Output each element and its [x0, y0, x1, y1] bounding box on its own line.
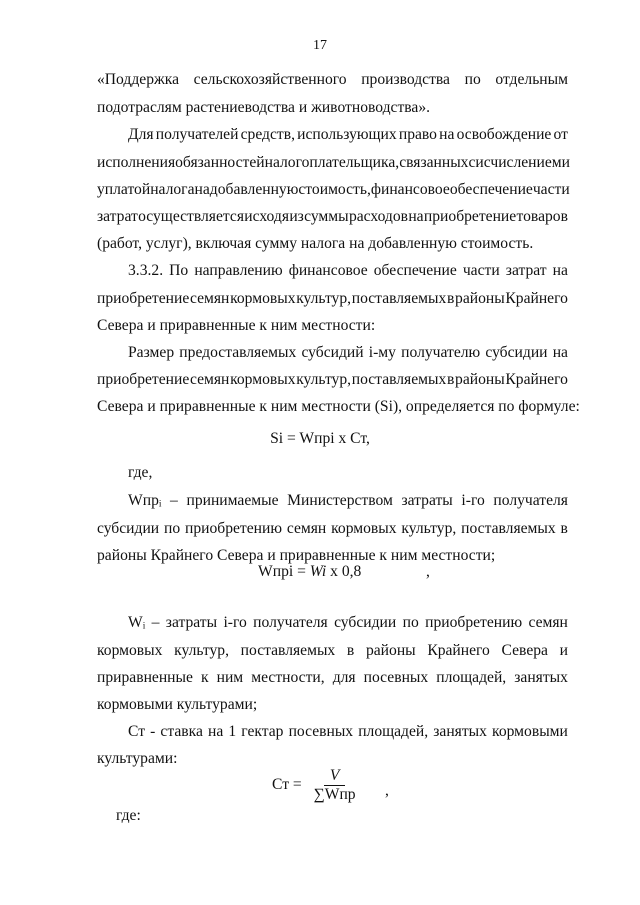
text-line-19: приравненные к ним местности, для посевных площадей, занятых [97, 669, 568, 686]
formula-subsidy: Si = Wпрi x Ст, [270, 430, 370, 447]
text-line-0: «Поддержка сельскохозяйственного производства по отдельным [97, 71, 568, 88]
text-line-4: уплатой налога на добавленную стоимость, финансовое обеспечение части [97, 181, 570, 198]
formula-accepted-rhs: x 0,8 [326, 563, 362, 580]
formula-rate-denominator: ∑Wпр [313, 786, 356, 803]
formula-rate-lhs: Ст = [272, 776, 306, 794]
text-line-23: где: [116, 807, 141, 824]
text-line-16: районы Крайнего Севера и приравненные к ним местности; [97, 547, 496, 564]
text-line-5: затрат осуществляется исходя из суммы расходов на приобретение товаров [97, 208, 568, 225]
formula-accepted-lhs: Wпрi = [258, 563, 310, 580]
formula-rate-comma: , [385, 782, 389, 799]
page-number: 17 [313, 38, 327, 53]
text-line-17: Wᵢ – затраты i-го получателя субсидии по приобретению семян [128, 614, 568, 631]
text-line-11: приобретение семян кормовых культур, поставляемых в районы Крайнего [97, 371, 568, 388]
text-line-2: Для получателей средств, использующих право на освобождение от [128, 126, 568, 143]
formula-rate-numerator: V [324, 767, 346, 786]
formula-rate-fraction [310, 767, 360, 804]
formula-accepted-var: Wi [309, 563, 327, 580]
text-line-18: кормовых культур, поставляемых в районы Крайнего Севера и [97, 642, 568, 659]
text-line-13: где, [128, 464, 153, 481]
text-line-1: подотраслям растениеводства и животноводства». [97, 99, 431, 116]
text-line-22: культурами: [97, 750, 178, 767]
text-line-14: Wпрᵢ – принимаемые Министерством затраты i-го получателя [128, 492, 568, 509]
formula-rate [272, 767, 360, 804]
text-line-3: исполнения обязанностей налогоплательщика, связанных с исчислением и [97, 154, 571, 171]
formula-accepted-comma: , [426, 563, 430, 580]
text-line-21: Ст - ставка на 1 гектар посевных площадей, занятых кормовыми [128, 723, 568, 740]
text-line-15: субсидии по приобретению семян кормовых культур, поставляемых в [97, 520, 568, 537]
formula-accepted-costs [258, 563, 361, 581]
text-line-12: Севера и приравненные к ним местности (Si), определяется по формуле: [97, 398, 580, 415]
text-line-20: кормовыми культурами; [97, 696, 258, 713]
text-line-6: (работ, услуг), включая сумму налога на добавленную стоимость. [97, 235, 534, 252]
text-line-10: Размер предоставляемых субсидий i-му получателю субсидии на [128, 344, 568, 361]
text-line-9: Севера и приравненные к ним местности: [97, 317, 376, 334]
text-line-8: приобретение семян кормовых культур, поставляемых в районы Крайнего [97, 290, 568, 307]
text-line-7: 3.3.2. По направлению финансовое обеспечение части затрат на [128, 262, 568, 279]
